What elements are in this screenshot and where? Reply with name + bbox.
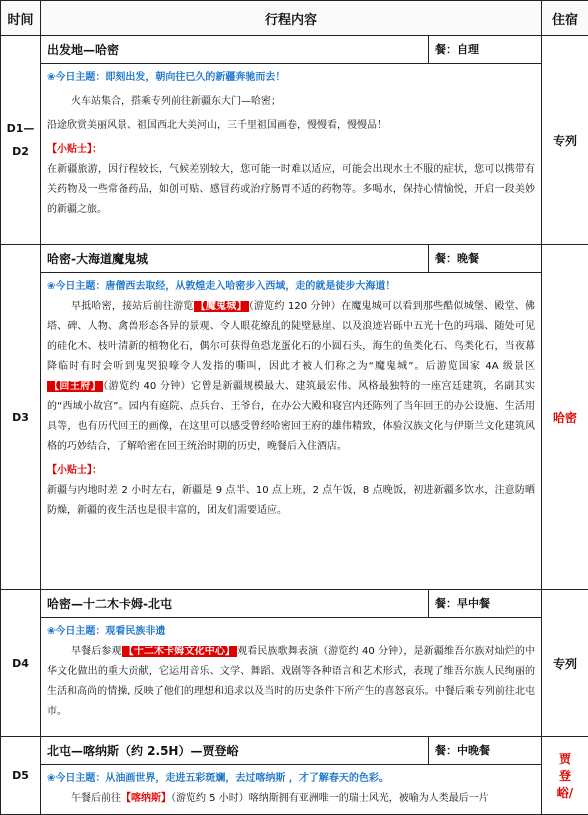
meal-info: 餐：自理 [429,36,541,63]
day-cell: D3 [1,245,41,590]
content-cell [41,36,542,245]
content-cell [41,590,542,737]
day-theme: ❀今日主题：观看民族非遗 [47,622,535,642]
route-title-row [41,36,541,64]
text: （游览约 5 小时）喀纳斯拥有亚洲唯一的瑞士风光，被喻为人类最后一片 [171,793,489,804]
row-d4 [1,590,588,737]
day-theme: ❀今日主题：从油画世界，走进五彩斑斓，去过喀纳斯 ，才了解春天的色彩。 [47,769,535,789]
day-theme: ❀今日主题：即刻出发，朝向往已久的新疆奔驰而去！ [47,68,535,88]
tip-heading: 【小贴士】： [47,140,535,160]
text: 观看民族歌舞表演（游览约 40 分钟），是新疆维吾尔族对灿烂的中华文化做出的重大贡献，它运用音乐、文学、舞蹈、戏剧等各种语言和艺术形式，表现了维吾尔族人民绚丽的生活和高尚的情操, 反映了他们的理想和追求以及当时的历史条件下所产生的喜怒哀乐。中餐后乘专列前往北屯市。 [47,646,535,717]
route-title-row [41,737,541,765]
header-stay: 住宿 [542,1,588,36]
header-day: 时间 [1,1,41,36]
day-cell [1,36,41,245]
tip-heading: 【小贴士】： [47,461,535,481]
text: （游览约 40 分钟）它曾是新疆规模最大、建筑最宏伟、风格最独特的一座宫廷建筑，名副其实的“西域小故宫”。园内有庭院、点兵台、王爷台，在办公大殿和寝宫内还陈列了当年回王的办公设施、生活用具等，也有历代回王的画像，在这里可以感受曾经哈密回王府的雄伟精致，体验汉族文化与伊斯兰文化建筑风格的巧妙结合，了解哈密在回王统治时期的历史，晚餐后入住酒店。 [47,381,535,452]
stay-cell: 哈密 [542,245,588,590]
tip-text: 新疆与内地时差 2 小时左右，新疆是 9 点半、10 点上班，2 点午饭，8 点晚饭，初进新疆多饮水，注意防晒防燥，新疆的夜生活也是很丰富的，团友们需要适应。 [47,481,535,521]
content-cell [41,245,542,590]
paragraph: 沿途欣赏美丽风景、祖国西北大美河山，三千里祖国画卷，慢慢看，慢慢品！ [47,116,535,136]
day-label: D1— [1,122,40,135]
stay-cell: 专列 [542,590,588,737]
day-cell: D5 [1,737,41,815]
meal-info: 餐：早中餐 [429,590,541,617]
paragraph: 火车站集合，搭乘专列前往新疆东大门—哈密； [47,92,535,112]
route-title: 北屯—喀纳斯（约 2.5H）—贾登峪 [41,737,429,764]
meal-info: 餐：晚餐 [429,245,541,272]
day-cell: D4 [1,590,41,737]
text: （游览约 120 分钟）在魔鬼城可以看到那些酷似城堡、殿堂、佛塔、碑、人物、禽兽形态各异的景观、令人眼花缭乱的陡壁悬崖、以及浪迹岩砾中五光十色的玛瑙、随处可见的硅化木、枝叶清新的植物化石，偶尔可获得鱼恐龙蛋化石的小圆石头，海生的鱼类化石、鸟类化石，当夜幕降临时有时会听到鬼哭狼嚎令人发指的嘶叫，因此才被人们称之为“魔鬼城”。后游览国家 4A 级景区 [47,301,535,372]
text: 早餐后参观 [71,646,122,657]
stay-cell: 专列 [542,36,588,245]
row-d3 [1,245,588,590]
header-row [1,1,588,36]
day-label: D2 [1,145,40,158]
highlight-site: 【回王府】 [47,381,103,392]
highlight-site: 【魔鬼城】 [194,301,249,312]
row-d1-d2 [1,36,588,245]
route-title: 哈密-大海道魔鬼城 [41,245,429,272]
highlight-site: 【喀纳斯】 [121,793,171,804]
day-theme: ❀今日主题：唐僧西去取经，从敦煌走入哈密步入西域，走的就是徒步大海道！ [47,277,535,297]
content-cell [41,737,542,815]
text: 午餐后前往 [71,793,121,804]
meal-info: 餐：中晚餐 [429,737,541,764]
highlight-site: 【十二木卡姆文化中心】 [122,646,237,657]
route-title: 哈密—十二木卡姆-北屯 [41,590,429,617]
row-d5 [1,737,588,815]
tip-text: 在新疆旅游，因行程较长，气候差别较大，您可能一时难以适应，可能会出现水土不服的症状，您可以携带有关药物及一些常备药品，如创可贴、感冒药或治疗肠胃不适的药物等。多喝水，保持心情愉悦，开启一段美妙的新疆之旅。 [47,160,535,220]
route-title-row [41,590,541,618]
paragraph [47,642,535,722]
text: 早抵哈密，接站后前往游览 [71,301,194,312]
route-title: 出发地—哈密 [41,36,429,63]
paragraph [47,789,535,809]
stay-cell: 贾登峪/ [542,737,588,815]
header-content: 行程内容 [41,1,542,36]
paragraph [47,297,535,457]
route-title-row [41,245,541,273]
